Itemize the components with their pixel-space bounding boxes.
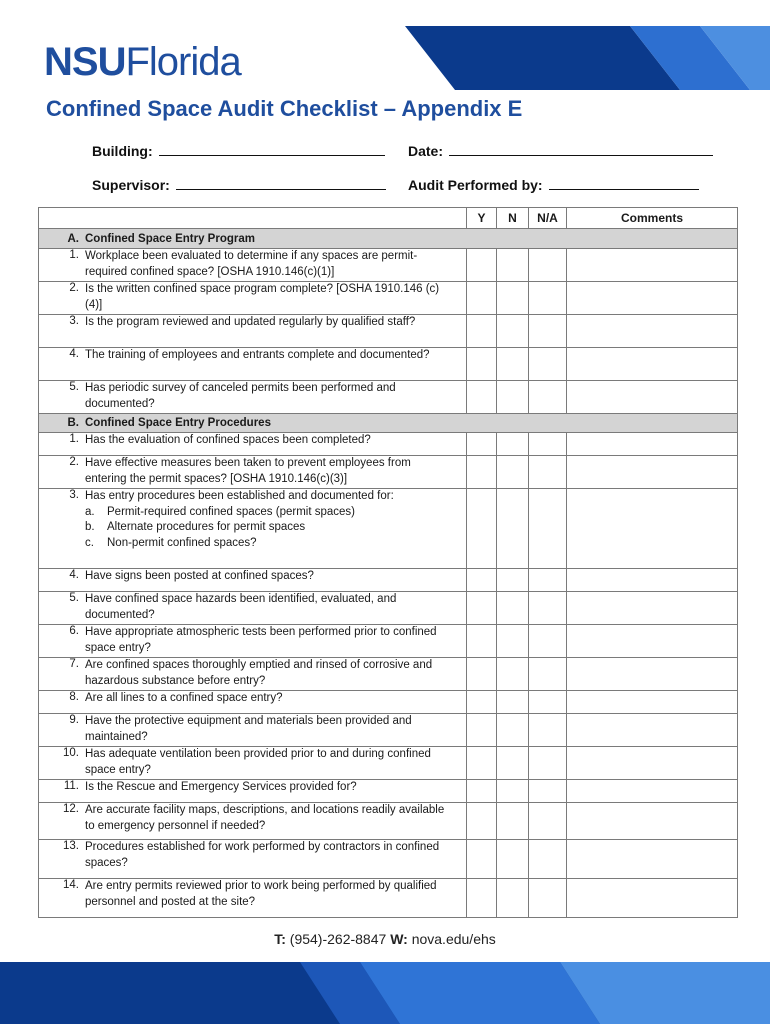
comments-cell[interactable]	[567, 348, 738, 381]
section-title: Confined Space Entry Program	[85, 232, 255, 245]
supervisor-input-line[interactable]	[176, 175, 386, 190]
yes-checkbox-cell[interactable]	[467, 780, 497, 803]
question-main-text: Have confined space hazards been identified, evaluated, and documented?	[85, 593, 397, 621]
table-row	[39, 433, 738, 456]
contact-footer	[0, 931, 770, 947]
yes-checkbox-cell[interactable]	[467, 803, 497, 840]
question-cell	[39, 714, 467, 747]
na-checkbox-cell[interactable]	[529, 315, 567, 348]
question-number: 5.	[69, 381, 79, 393]
no-column-header: N	[497, 208, 529, 229]
comments-cell[interactable]	[567, 803, 738, 840]
website-label: W:	[390, 931, 408, 947]
question-main-text: Are all lines to a confined space entry?	[85, 692, 283, 704]
yes-checkbox-cell[interactable]	[467, 348, 497, 381]
na-checkbox-cell[interactable]	[529, 381, 567, 414]
question-text	[85, 691, 455, 707]
question-text	[85, 282, 455, 313]
no-checkbox-cell[interactable]	[497, 879, 529, 918]
audit-performed-by-field	[408, 175, 699, 193]
no-checkbox-cell[interactable]	[497, 625, 529, 658]
question-main-text: Are accurate facility maps, descriptions, and locations readily available to emergency personnel if needed?	[85, 804, 445, 832]
question-text	[85, 456, 455, 487]
table-row	[39, 780, 738, 803]
question-number: 11.	[63, 780, 79, 792]
no-checkbox-cell[interactable]	[497, 569, 529, 592]
question-text	[85, 433, 455, 449]
website-link[interactable]: nova.edu/ehs	[411, 931, 496, 947]
table-row	[39, 282, 738, 315]
table-row	[39, 249, 738, 282]
no-checkbox-cell[interactable]	[497, 489, 529, 569]
building-input-line[interactable]	[159, 141, 385, 156]
no-checkbox-cell[interactable]	[497, 780, 529, 803]
yes-checkbox-cell[interactable]	[467, 282, 497, 315]
question-cell	[39, 456, 467, 489]
yes-checkbox-cell[interactable]	[467, 658, 497, 691]
question-text	[85, 592, 455, 623]
building-label: Building:	[92, 143, 153, 159]
question-number: 6.	[69, 625, 79, 637]
no-checkbox-cell[interactable]	[497, 592, 529, 625]
comments-cell[interactable]	[567, 840, 738, 879]
checklist-body	[39, 229, 738, 918]
comments-cell[interactable]	[567, 747, 738, 780]
yes-checkbox-cell[interactable]	[467, 840, 497, 879]
table-header-row	[39, 208, 738, 229]
table-row	[39, 348, 738, 381]
comments-cell[interactable]	[567, 780, 738, 803]
na-checkbox-cell[interactable]	[529, 747, 567, 780]
question-cell	[39, 569, 467, 592]
question-text	[85, 747, 455, 778]
question-main-text: Is the program reviewed and updated regularly by qualified staff?	[85, 316, 416, 328]
na-checkbox-cell[interactable]	[529, 569, 567, 592]
question-main-text: The training of employees and entrants complete and documented?	[85, 349, 430, 361]
date-label: Date:	[408, 143, 444, 159]
na-checkbox-cell[interactable]	[529, 592, 567, 625]
question-number: 1.	[69, 433, 79, 445]
table-row	[39, 658, 738, 691]
comments-cell[interactable]	[567, 691, 738, 714]
yes-checkbox-cell[interactable]	[467, 714, 497, 747]
question-number: 2.	[69, 282, 79, 294]
question-text	[85, 840, 455, 871]
question-number: 7.	[69, 658, 79, 670]
yes-checkbox-cell[interactable]	[467, 569, 497, 592]
no-checkbox-cell[interactable]	[497, 691, 529, 714]
yes-checkbox-cell[interactable]	[467, 433, 497, 456]
na-checkbox-cell[interactable]	[529, 840, 567, 879]
no-checkbox-cell[interactable]	[497, 282, 529, 315]
no-checkbox-cell[interactable]	[497, 747, 529, 780]
comments-cell[interactable]	[567, 879, 738, 918]
comments-cell[interactable]	[567, 315, 738, 348]
yes-checkbox-cell[interactable]	[467, 747, 497, 780]
question-cell	[39, 747, 467, 780]
phone-number: (954)-262-8847	[289, 931, 387, 947]
no-checkbox-cell[interactable]	[497, 840, 529, 879]
table-row	[39, 592, 738, 625]
sub-item-text: Alternate procedures for permit spaces	[107, 521, 306, 533]
question-main-text: Procedures established for work performed by contractors in confined spaces?	[85, 841, 440, 869]
comments-cell[interactable]	[567, 381, 738, 414]
question-text	[85, 348, 455, 364]
na-checkbox-cell[interactable]	[529, 691, 567, 714]
question-cell	[39, 840, 467, 879]
comments-cell[interactable]	[567, 249, 738, 282]
question-number: 4.	[69, 569, 79, 581]
na-checkbox-cell[interactable]	[529, 433, 567, 456]
audit-performed-by-input-line[interactable]	[549, 175, 699, 190]
question-cell	[39, 348, 467, 381]
table-row	[39, 879, 738, 918]
no-checkbox-cell[interactable]	[497, 249, 529, 282]
table-row	[39, 456, 738, 489]
question-cell	[39, 592, 467, 625]
question-number: 5.	[69, 592, 79, 604]
comments-cell[interactable]	[567, 569, 738, 592]
question-main-text: Have appropriate atmospheric tests been performed prior to confined space entry?	[85, 626, 437, 654]
no-checkbox-cell[interactable]	[497, 315, 529, 348]
question-main-text: Is the Rescue and Emergency Services provided for?	[85, 781, 357, 793]
audit-performed-by-label: Audit Performed by:	[408, 177, 543, 193]
question-number: 10.	[63, 747, 79, 759]
sub-item-text: Non-permit confined spaces?	[107, 536, 257, 549]
question-number: 14.	[63, 879, 79, 891]
na-checkbox-cell[interactable]	[529, 714, 567, 747]
na-checkbox-cell[interactable]	[529, 456, 567, 489]
comments-cell[interactable]	[567, 592, 738, 625]
question-number: 12.	[63, 803, 79, 815]
question-cell	[39, 433, 467, 456]
sub-item-letter: a.	[85, 505, 95, 518]
audit-checklist-table	[38, 207, 738, 918]
question-text	[85, 658, 455, 689]
sub-item	[85, 520, 455, 536]
no-checkbox-cell[interactable]	[497, 433, 529, 456]
comments-cell[interactable]	[567, 456, 738, 489]
na-checkbox-cell[interactable]	[529, 348, 567, 381]
sub-item-letter: c.	[85, 536, 94, 549]
yes-checkbox-cell[interactable]	[467, 879, 497, 918]
question-main-text: Has the evaluation of confined spaces been completed?	[85, 434, 371, 446]
table-row	[39, 381, 738, 414]
question-number: 3.	[69, 489, 79, 501]
comments-cell[interactable]	[567, 658, 738, 691]
question-main-text: Has entry procedures been established and documented for:	[85, 490, 394, 502]
no-checkbox-cell[interactable]	[497, 381, 529, 414]
na-checkbox-cell[interactable]	[529, 658, 567, 691]
section-letter: A.	[67, 232, 79, 245]
question-cell	[39, 282, 467, 315]
section-header-row	[39, 229, 738, 249]
na-checkbox-cell[interactable]	[529, 249, 567, 282]
comments-cell[interactable]	[567, 714, 738, 747]
na-checkbox-cell[interactable]	[529, 489, 567, 569]
question-text	[85, 879, 455, 910]
yes-checkbox-cell[interactable]	[467, 456, 497, 489]
section-header-row	[39, 414, 738, 433]
question-column-header	[39, 208, 467, 229]
question-main-text: Has adequate ventilation been provided prior to and during confined space entry?	[85, 748, 431, 776]
question-text	[85, 780, 455, 796]
question-text	[85, 489, 455, 551]
question-text	[85, 249, 455, 280]
table-row	[39, 489, 738, 569]
no-checkbox-cell[interactable]	[497, 456, 529, 489]
page-title: Confined Space Audit Checklist – Appendix E	[46, 96, 523, 121]
yes-column-header: Y	[467, 208, 497, 229]
comments-cell[interactable]	[567, 433, 738, 456]
yes-checkbox-cell[interactable]	[467, 315, 497, 348]
building-field	[92, 141, 385, 159]
no-checkbox-cell[interactable]	[497, 658, 529, 691]
question-cell	[39, 691, 467, 714]
na-checkbox-cell[interactable]	[529, 625, 567, 658]
question-cell	[39, 489, 467, 569]
section-header-cell	[39, 229, 738, 249]
table-row	[39, 315, 738, 348]
table-row	[39, 840, 738, 879]
question-text	[85, 714, 455, 745]
question-main-text: Have the protective equipment and materials been provided and maintained?	[85, 715, 412, 743]
sub-item	[85, 505, 455, 521]
sub-item	[85, 536, 455, 552]
question-cell	[39, 625, 467, 658]
question-main-text: Are confined spaces thoroughly emptied and rinsed of corrosive and hazardous substance before entry?	[85, 659, 433, 687]
table-row	[39, 747, 738, 780]
question-main-text: Has periodic survey of canceled permits been performed and documented?	[85, 382, 396, 410]
question-main-text: Have effective measures been taken to prevent employees from entering the permit spaces? [OSHA 1910.146(c)(3)]	[85, 457, 411, 485]
na-checkbox-cell[interactable]	[529, 879, 567, 918]
na-column-header: N/A	[529, 208, 567, 229]
question-text	[85, 803, 455, 834]
question-main-text: Is the written confined space program complete? [OSHA 1910.146 (c)(4)]	[85, 283, 440, 311]
comments-cell[interactable]	[567, 625, 738, 658]
band-stripe-bright	[360, 962, 600, 1024]
table-row	[39, 803, 738, 840]
question-cell	[39, 780, 467, 803]
table-row	[39, 569, 738, 592]
question-cell	[39, 381, 467, 414]
question-text	[85, 315, 455, 331]
no-checkbox-cell[interactable]	[497, 803, 529, 840]
table-row	[39, 625, 738, 658]
sub-item-text: Permit-required confined spaces (permit spaces)	[107, 505, 355, 518]
section-header-cell	[39, 414, 738, 433]
question-cell	[39, 803, 467, 840]
question-number: 13.	[63, 840, 79, 852]
footer-band	[0, 962, 770, 1024]
question-main-text: Workplace been evaluated to determine if any spaces are permit-required confined space? [OSHA 1910.146(c)(1)]	[85, 250, 418, 278]
yes-checkbox-cell[interactable]	[467, 381, 497, 414]
sub-item-letter: b.	[85, 521, 95, 533]
supervisor-label: Supervisor:	[92, 177, 170, 193]
na-checkbox-cell[interactable]	[529, 282, 567, 315]
yes-checkbox-cell[interactable]	[467, 691, 497, 714]
question-number: 8.	[69, 691, 79, 703]
comments-cell[interactable]	[567, 282, 738, 315]
table-row	[39, 714, 738, 747]
nsu-florida-logo: NSUFlorida	[44, 40, 241, 84]
comments-column-header: Comments	[567, 208, 738, 229]
na-checkbox-cell[interactable]	[529, 780, 567, 803]
question-number: 1.	[69, 249, 79, 261]
question-cell	[39, 658, 467, 691]
no-checkbox-cell[interactable]	[497, 348, 529, 381]
question-cell	[39, 315, 467, 348]
question-cell	[39, 879, 467, 918]
yes-checkbox-cell[interactable]	[467, 489, 497, 569]
yes-checkbox-cell[interactable]	[467, 625, 497, 658]
phone-label: T:	[274, 931, 286, 947]
question-number: 9.	[69, 714, 79, 726]
no-checkbox-cell[interactable]	[497, 714, 529, 747]
yes-checkbox-cell[interactable]	[467, 592, 497, 625]
comments-cell[interactable]	[567, 489, 738, 569]
yes-checkbox-cell[interactable]	[467, 249, 497, 282]
section-letter: B.	[67, 417, 79, 429]
na-checkbox-cell[interactable]	[529, 803, 567, 840]
question-main-text: Are entry permits reviewed prior to work being performed by qualified personnel and posted at the site?	[85, 880, 437, 908]
question-number: 3.	[69, 315, 79, 327]
table-row	[39, 691, 738, 714]
question-number: 4.	[69, 348, 79, 360]
section-title: Confined Space Entry Procedures	[85, 417, 271, 429]
question-text	[85, 569, 455, 585]
supervisor-field	[92, 175, 386, 193]
date-field	[408, 141, 713, 159]
question-cell	[39, 249, 467, 282]
question-text	[85, 625, 455, 656]
question-main-text: Have signs been posted at confined spaces?	[85, 570, 314, 582]
question-number: 2.	[69, 456, 79, 468]
question-text	[85, 381, 455, 412]
date-input-line[interactable]	[449, 141, 713, 156]
